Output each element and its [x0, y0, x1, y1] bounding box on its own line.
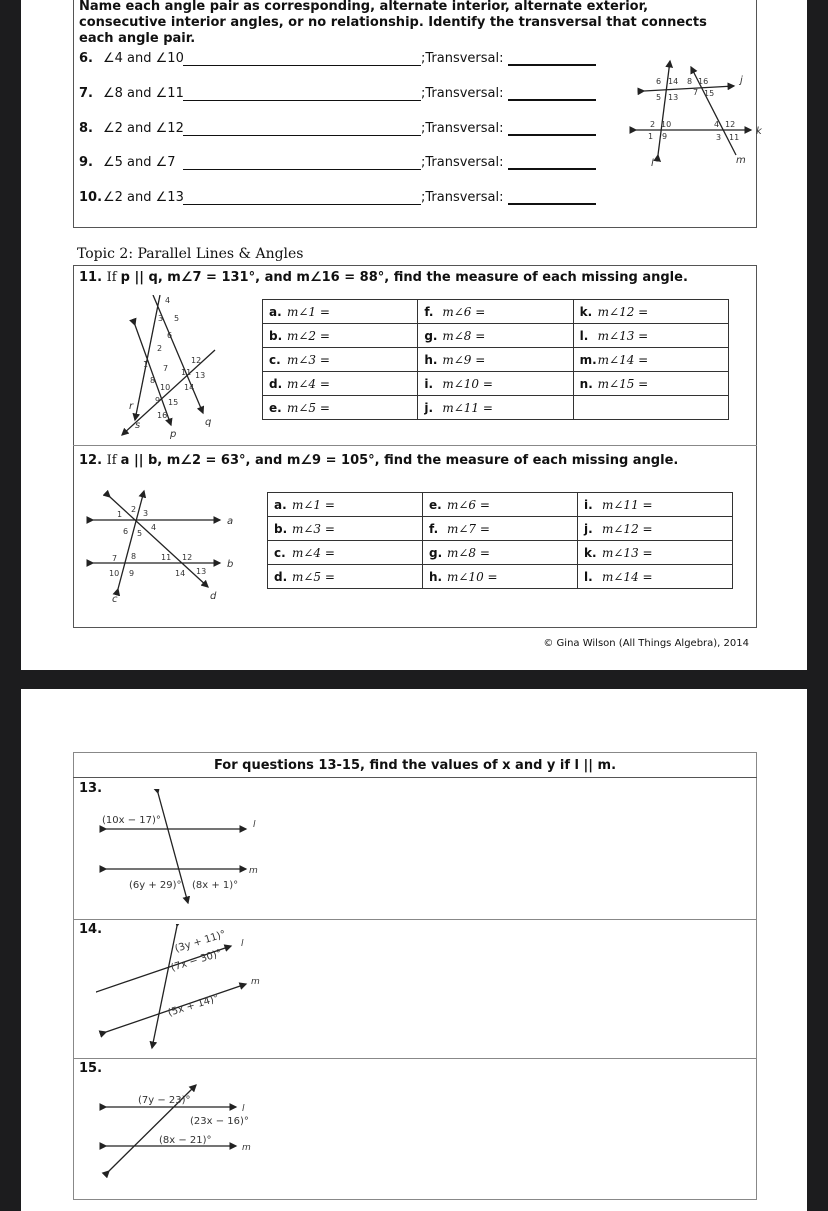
answer-cell[interactable]: k. m∠13 = — [578, 541, 733, 565]
relationship-answer-blank[interactable] — [183, 123, 421, 136]
svg-text:4: 4 — [714, 120, 720, 129]
q11-diagram — [95, 295, 225, 445]
svg-text:b: b — [227, 559, 234, 570]
transversal-answer-blank[interactable] — [508, 156, 596, 170]
svg-text:9: 9 — [662, 132, 668, 141]
table-row — [268, 565, 733, 589]
relationship-answer-blank[interactable] — [183, 157, 421, 170]
svg-text:10: 10 — [661, 120, 672, 129]
svg-text:m: m — [251, 977, 260, 987]
question-6: 6. ∠4 and ∠10 ;Transversal: — [79, 51, 596, 66]
svg-text:1: 1 — [648, 132, 654, 141]
svg-text:6: 6 — [656, 77, 662, 86]
divider — [73, 1058, 757, 1059]
svg-text:14: 14 — [184, 383, 195, 392]
svg-text:m: m — [242, 1143, 251, 1153]
svg-text:15: 15 — [168, 398, 179, 407]
svg-text:(3y + 11)°: (3y + 11)° — [173, 928, 228, 955]
svg-text:16: 16 — [157, 411, 168, 420]
svg-text:1: 1 — [117, 510, 123, 519]
answer-cell[interactable]: e. m∠6 = — [423, 493, 578, 517]
instructions: Name each angle pair as corresponding, alternate interior, alternate exterior, consecutive interior angles, or no relationship. Identify the transversal that connects each angle pair. — [79, 0, 707, 46]
svg-text:11: 11 — [161, 553, 172, 562]
svg-text:4: 4 — [151, 523, 157, 532]
svg-text:5: 5 — [137, 529, 143, 538]
transversal-answer-blank[interactable] — [508, 52, 596, 66]
svg-text:1: 1 — [143, 360, 149, 369]
svg-text:7: 7 — [112, 554, 118, 563]
answer-cell[interactable]: h. m∠10 = — [423, 565, 578, 589]
svg-text:l: l — [253, 820, 256, 830]
svg-text:(6y + 29)°: (6y + 29)° — [129, 880, 182, 891]
svg-text:12: 12 — [725, 120, 736, 129]
empty-cell — [573, 396, 728, 420]
answer-cell[interactable]: b. m∠3 = — [268, 517, 423, 541]
svg-text:8: 8 — [131, 552, 137, 561]
transversal-answer-blank[interactable] — [508, 122, 596, 136]
svg-text:14: 14 — [175, 569, 186, 578]
answer-cell[interactable]: i. m∠11 = — [578, 493, 733, 517]
divider — [73, 919, 757, 920]
question-10: 10.∠2 and ∠13 ;Transversal: — [79, 190, 596, 205]
svg-text:6: 6 — [123, 527, 129, 536]
svg-text:12: 12 — [191, 356, 202, 365]
table-row — [263, 396, 729, 420]
question-11-prompt: 11. If p || q, m∠7 = 131°, and m∠16 = 88°, find the measure of each missing angle. — [79, 270, 688, 285]
answer-cell[interactable]: j. m∠11 = — [418, 396, 573, 420]
divider — [73, 445, 757, 446]
svg-text:12: 12 — [182, 553, 193, 562]
transversal-answer-blank[interactable] — [508, 87, 596, 101]
svg-text:11: 11 — [729, 133, 740, 142]
svg-text:(7y − 23)°: (7y − 23)° — [138, 1095, 191, 1106]
copyright-notice: © Gina Wilson (All Things Algebra), 2014 — [543, 638, 749, 649]
svg-text:p: p — [170, 429, 177, 440]
svg-text:d: d — [210, 591, 217, 602]
worksheet-page-2 — [21, 689, 807, 1211]
table-row — [268, 493, 733, 517]
answer-cell[interactable]: d. m∠5 = — [268, 565, 423, 589]
table-row — [268, 517, 733, 541]
answer-cell[interactable]: c. m∠3 = — [263, 348, 418, 372]
question-7: 7. ∠8 and ∠11 ;Transversal: — [79, 86, 596, 101]
answer-cell[interactable]: g. m∠8 = — [423, 541, 578, 565]
relationship-answer-blank[interactable] — [183, 192, 421, 205]
svg-text:3: 3 — [143, 509, 149, 518]
q14-diagram — [96, 924, 296, 1054]
svg-text:(5x + 14)°: (5x + 14)° — [166, 992, 221, 1019]
answer-cell[interactable]: f. m∠6 = — [418, 300, 573, 324]
svg-text:l: l — [651, 158, 654, 169]
question-15-number: 15. — [79, 1061, 103, 1076]
parallel-lines-diagram-jklm — [616, 55, 766, 170]
relationship-answer-blank[interactable] — [183, 88, 421, 101]
answer-cell[interactable]: n. m∠15 = — [573, 372, 728, 396]
table-row — [263, 348, 729, 372]
answer-cell[interactable]: m.m∠14 = — [573, 348, 728, 372]
answer-cell[interactable]: e. m∠5 = — [263, 396, 418, 420]
q12-angle-table — [267, 492, 733, 589]
section-header: For questions 13-15, find the values of x and y if l || m. — [73, 752, 757, 778]
svg-text:9: 9 — [155, 396, 161, 405]
table-row — [263, 300, 729, 324]
svg-text:6: 6 — [167, 331, 173, 340]
table-row — [263, 372, 729, 396]
svg-text:3: 3 — [158, 314, 164, 323]
svg-text:k: k — [756, 126, 762, 137]
q15-diagram — [96, 1074, 296, 1184]
svg-text:a: a — [227, 516, 234, 527]
svg-text:s: s — [135, 420, 141, 431]
answer-cell[interactable]: k. m∠12 = — [573, 300, 728, 324]
svg-text:c: c — [112, 594, 118, 605]
svg-text:11: 11 — [181, 368, 192, 377]
answer-cell[interactable]: b. m∠2 = — [263, 324, 418, 348]
svg-text:2: 2 — [157, 344, 163, 353]
svg-text:9: 9 — [129, 569, 135, 578]
answer-cell[interactable]: h. m∠9 = — [418, 348, 573, 372]
table-row — [263, 324, 729, 348]
svg-text:5: 5 — [656, 93, 662, 102]
svg-text:7: 7 — [693, 88, 699, 97]
svg-text:7: 7 — [163, 364, 169, 373]
answer-cell[interactable]: a. m∠1 = — [268, 493, 423, 517]
svg-text:16: 16 — [698, 77, 709, 86]
svg-text:(8x + 1)°: (8x + 1)° — [192, 880, 239, 891]
svg-text:5: 5 — [174, 314, 180, 323]
topic-heading: Topic 2: Parallel Lines & Angles — [77, 246, 304, 262]
svg-text:l: l — [241, 939, 244, 949]
svg-text:2: 2 — [131, 505, 137, 514]
svg-text:15: 15 — [704, 89, 715, 98]
svg-text:13: 13 — [195, 371, 206, 380]
answer-cell[interactable]: i. m∠10 = — [418, 372, 573, 396]
svg-text:q: q — [205, 417, 212, 428]
question-14-number: 14. — [79, 922, 103, 937]
svg-text:10: 10 — [160, 383, 171, 392]
svg-text:(10x − 17)°: (10x − 17)° — [102, 815, 161, 826]
answer-cell[interactable]: c. m∠4 = — [268, 541, 423, 565]
svg-text:4: 4 — [165, 296, 171, 305]
svg-text:m: m — [249, 866, 258, 876]
answer-cell[interactable]: g. m∠8 = — [418, 324, 573, 348]
answer-cell[interactable]: f. m∠7 = — [423, 517, 578, 541]
q12-diagram — [85, 487, 245, 605]
question-13-number: 13. — [79, 781, 103, 796]
answer-cell[interactable]: d. m∠4 = — [263, 372, 418, 396]
answer-cell[interactable]: a. m∠1 = — [263, 300, 418, 324]
svg-text:l: l — [242, 1104, 245, 1114]
svg-text:j: j — [740, 75, 743, 86]
table-row — [268, 541, 733, 565]
q13-diagram — [96, 789, 296, 904]
q11-angle-table — [262, 299, 729, 420]
svg-text:r: r — [129, 401, 134, 412]
answer-cell[interactable]: l. m∠14 = — [578, 565, 733, 589]
svg-text:8: 8 — [150, 376, 156, 385]
svg-text:3: 3 — [716, 133, 722, 142]
svg-text:8: 8 — [687, 77, 693, 86]
svg-text:13: 13 — [196, 567, 207, 576]
svg-text:14: 14 — [668, 77, 679, 86]
answer-cell[interactable]: l. m∠13 = — [573, 324, 728, 348]
svg-text:(23x − 16)°: (23x − 16)° — [190, 1116, 249, 1127]
svg-text:(8x − 21)°: (8x − 21)° — [159, 1135, 212, 1146]
svg-text:m: m — [736, 155, 746, 166]
transversal-answer-blank[interactable] — [508, 191, 596, 205]
relationship-answer-blank[interactable] — [183, 53, 421, 66]
question-8: 8. ∠2 and ∠12 ;Transversal: — [79, 121, 596, 136]
svg-text:10: 10 — [109, 569, 120, 578]
svg-text:2: 2 — [650, 120, 656, 129]
svg-text:13: 13 — [668, 93, 679, 102]
question-9: 9. ∠5 and ∠7 ;Transversal: — [79, 155, 596, 170]
question-12-prompt: 12. If a || b, m∠2 = 63°, and m∠9 = 105°, find the measure of each missing angle. — [79, 453, 679, 468]
answer-cell[interactable]: j. m∠12 = — [578, 517, 733, 541]
worksheet-page-1 — [21, 0, 807, 670]
svg-text:(7x − 30)°: (7x − 30)° — [169, 947, 224, 974]
